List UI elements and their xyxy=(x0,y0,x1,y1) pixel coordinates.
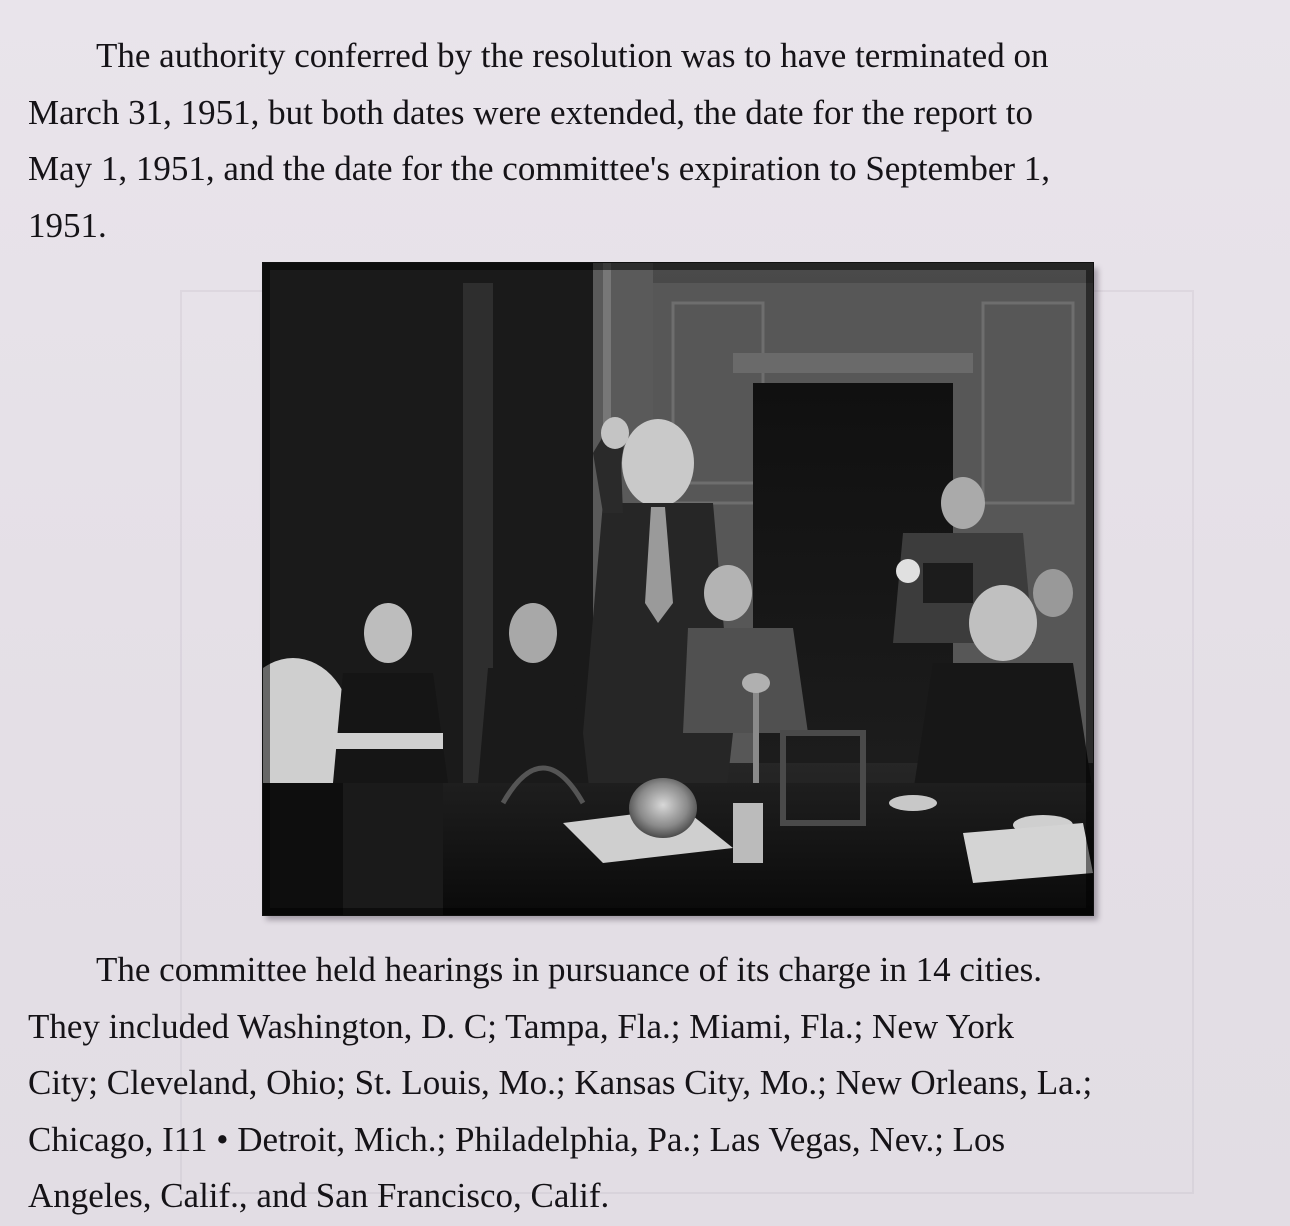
paragraph-line: Chicago, I11 • Detroit, Mich.; Philadelphia, Pa.; Las Vegas, Nev.; Los xyxy=(28,1119,1006,1159)
photographer-head xyxy=(941,477,985,529)
paragraph-line: City; Cleveland, Ohio; St. Louis, Mo.; Kansas City, Mo.; New Orleans, La.; xyxy=(28,1063,1093,1102)
paragraph-line: March 31, 1951, but both dates were extended, the date for the report to xyxy=(28,92,1033,132)
glass-on-table xyxy=(733,803,763,863)
photo-illustration xyxy=(263,263,1093,915)
paragraph-line: They included Washington, D. C; Tampa, Fla.; Miami, Fla.; New York xyxy=(28,1006,1015,1046)
microphone xyxy=(742,673,770,693)
background-man-head xyxy=(1033,569,1073,617)
bald-man-suit xyxy=(913,663,1093,793)
paragraph-authority xyxy=(28,28,1258,254)
bald-man-head xyxy=(969,585,1037,661)
paragraph-line: The committee held hearings in pursuance of its charge in 14 cities. xyxy=(96,950,1043,989)
table-paper xyxy=(963,823,1093,883)
hearing-photograph xyxy=(262,262,1094,916)
water-pitcher xyxy=(629,778,697,838)
raised-hand xyxy=(601,417,629,449)
camera-flash xyxy=(896,559,920,583)
seated-man-body xyxy=(333,673,448,783)
papers xyxy=(333,733,443,749)
seated-man-head xyxy=(364,603,412,663)
paragraph-line: 1951. xyxy=(28,205,107,245)
standing-man-head xyxy=(622,419,694,507)
foreground-body xyxy=(263,783,343,915)
bowtie-man-body xyxy=(478,668,583,783)
paragraph-line: The authority conferred by the resolution was to have terminated on xyxy=(96,36,1049,75)
paragraph-line: May 1, 1951, and the date for the committee's expiration to September 1, xyxy=(28,149,1051,188)
center-man-head xyxy=(704,565,752,621)
door-lintel xyxy=(733,353,973,373)
paragraph-hearings xyxy=(28,942,1258,1225)
bowtie-man-head xyxy=(509,603,557,663)
camera xyxy=(923,563,973,603)
paragraph-line: Angeles, Calif., and San Francisco, Calif. xyxy=(28,1176,610,1215)
ashtray xyxy=(889,795,937,811)
